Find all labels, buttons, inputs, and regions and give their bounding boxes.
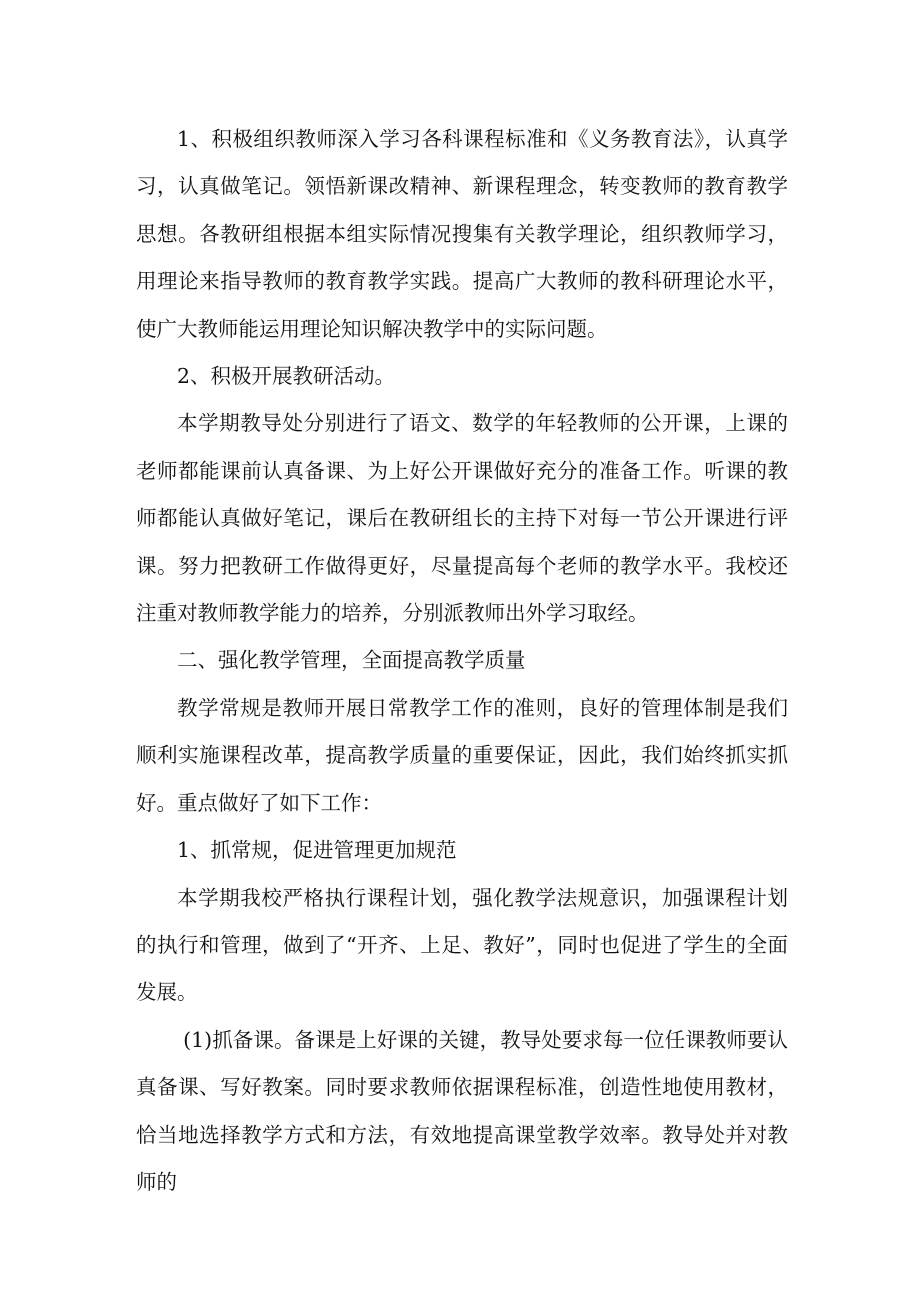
paragraph-open-classes: 本学期教导处分别进行了语文、数学的年轻教师的公开课，上课的老师都能课前认真备课、为上好公开课做好充分的准备工作。听课的教师都能认真做好笔记，课后在教研组长的主持下对每一节公开课进行评课。努力把教研工作做得更好，尽量提高每个老师的教学水平。我校还注重对教师教学能力的培养，分别派教师出外学习取经。 <box>136 411 788 626</box>
paragraph-lesson-prep: (1)抓备课。备课是上好课的关键，教导处要求每一位任课教师要认真备课、写好教案。同时要求教师依据课程标准，创造性地使用教材，恰当地选择教学方式和方法，有效地提高课堂教学效率。教导处并对教师的 <box>136 1027 788 1194</box>
paragraph-course-plan: 本学期我校严格执行课程计划，强化教学法规意识，加强课程计划的执行和管理，做到了“开齐、上足、教好”，同时也促进了学生的全面发展。 <box>136 885 788 1005</box>
document-body <box>136 116 788 1206</box>
paragraph-study-standards: 1、积极组织教师深入学习各科课程标准和《义务教育法》，认真学习，认真做笔记。领悟新课改精神、新课程理念，转变教师的教育教学思想。各教研组根据本组实际情况搜集有关教学理论，组织教师学习，用理论来指导教师的教育教学实践。提高广大教师的教科研理论水平，使广大教师能运用理论知识解决教学中的实际问题。 <box>136 127 788 341</box>
paragraph-teaching-routine: 教学常规是教师开展日常教学工作的准则，良好的管理体制是我们顺利实施课程改革，提高教学质量的重要保证，因此，我们始终抓实抓好。重点做好了如下工作： <box>136 695 788 815</box>
section-heading-teaching-management: 二、强化教学管理，全面提高教学质量 <box>177 648 526 673</box>
paragraph-routine-heading: 1、抓常规，促进管理更加规范 <box>177 838 457 863</box>
paragraph-teaching-research-heading: 2、积极开展教研活动。 <box>177 364 396 389</box>
